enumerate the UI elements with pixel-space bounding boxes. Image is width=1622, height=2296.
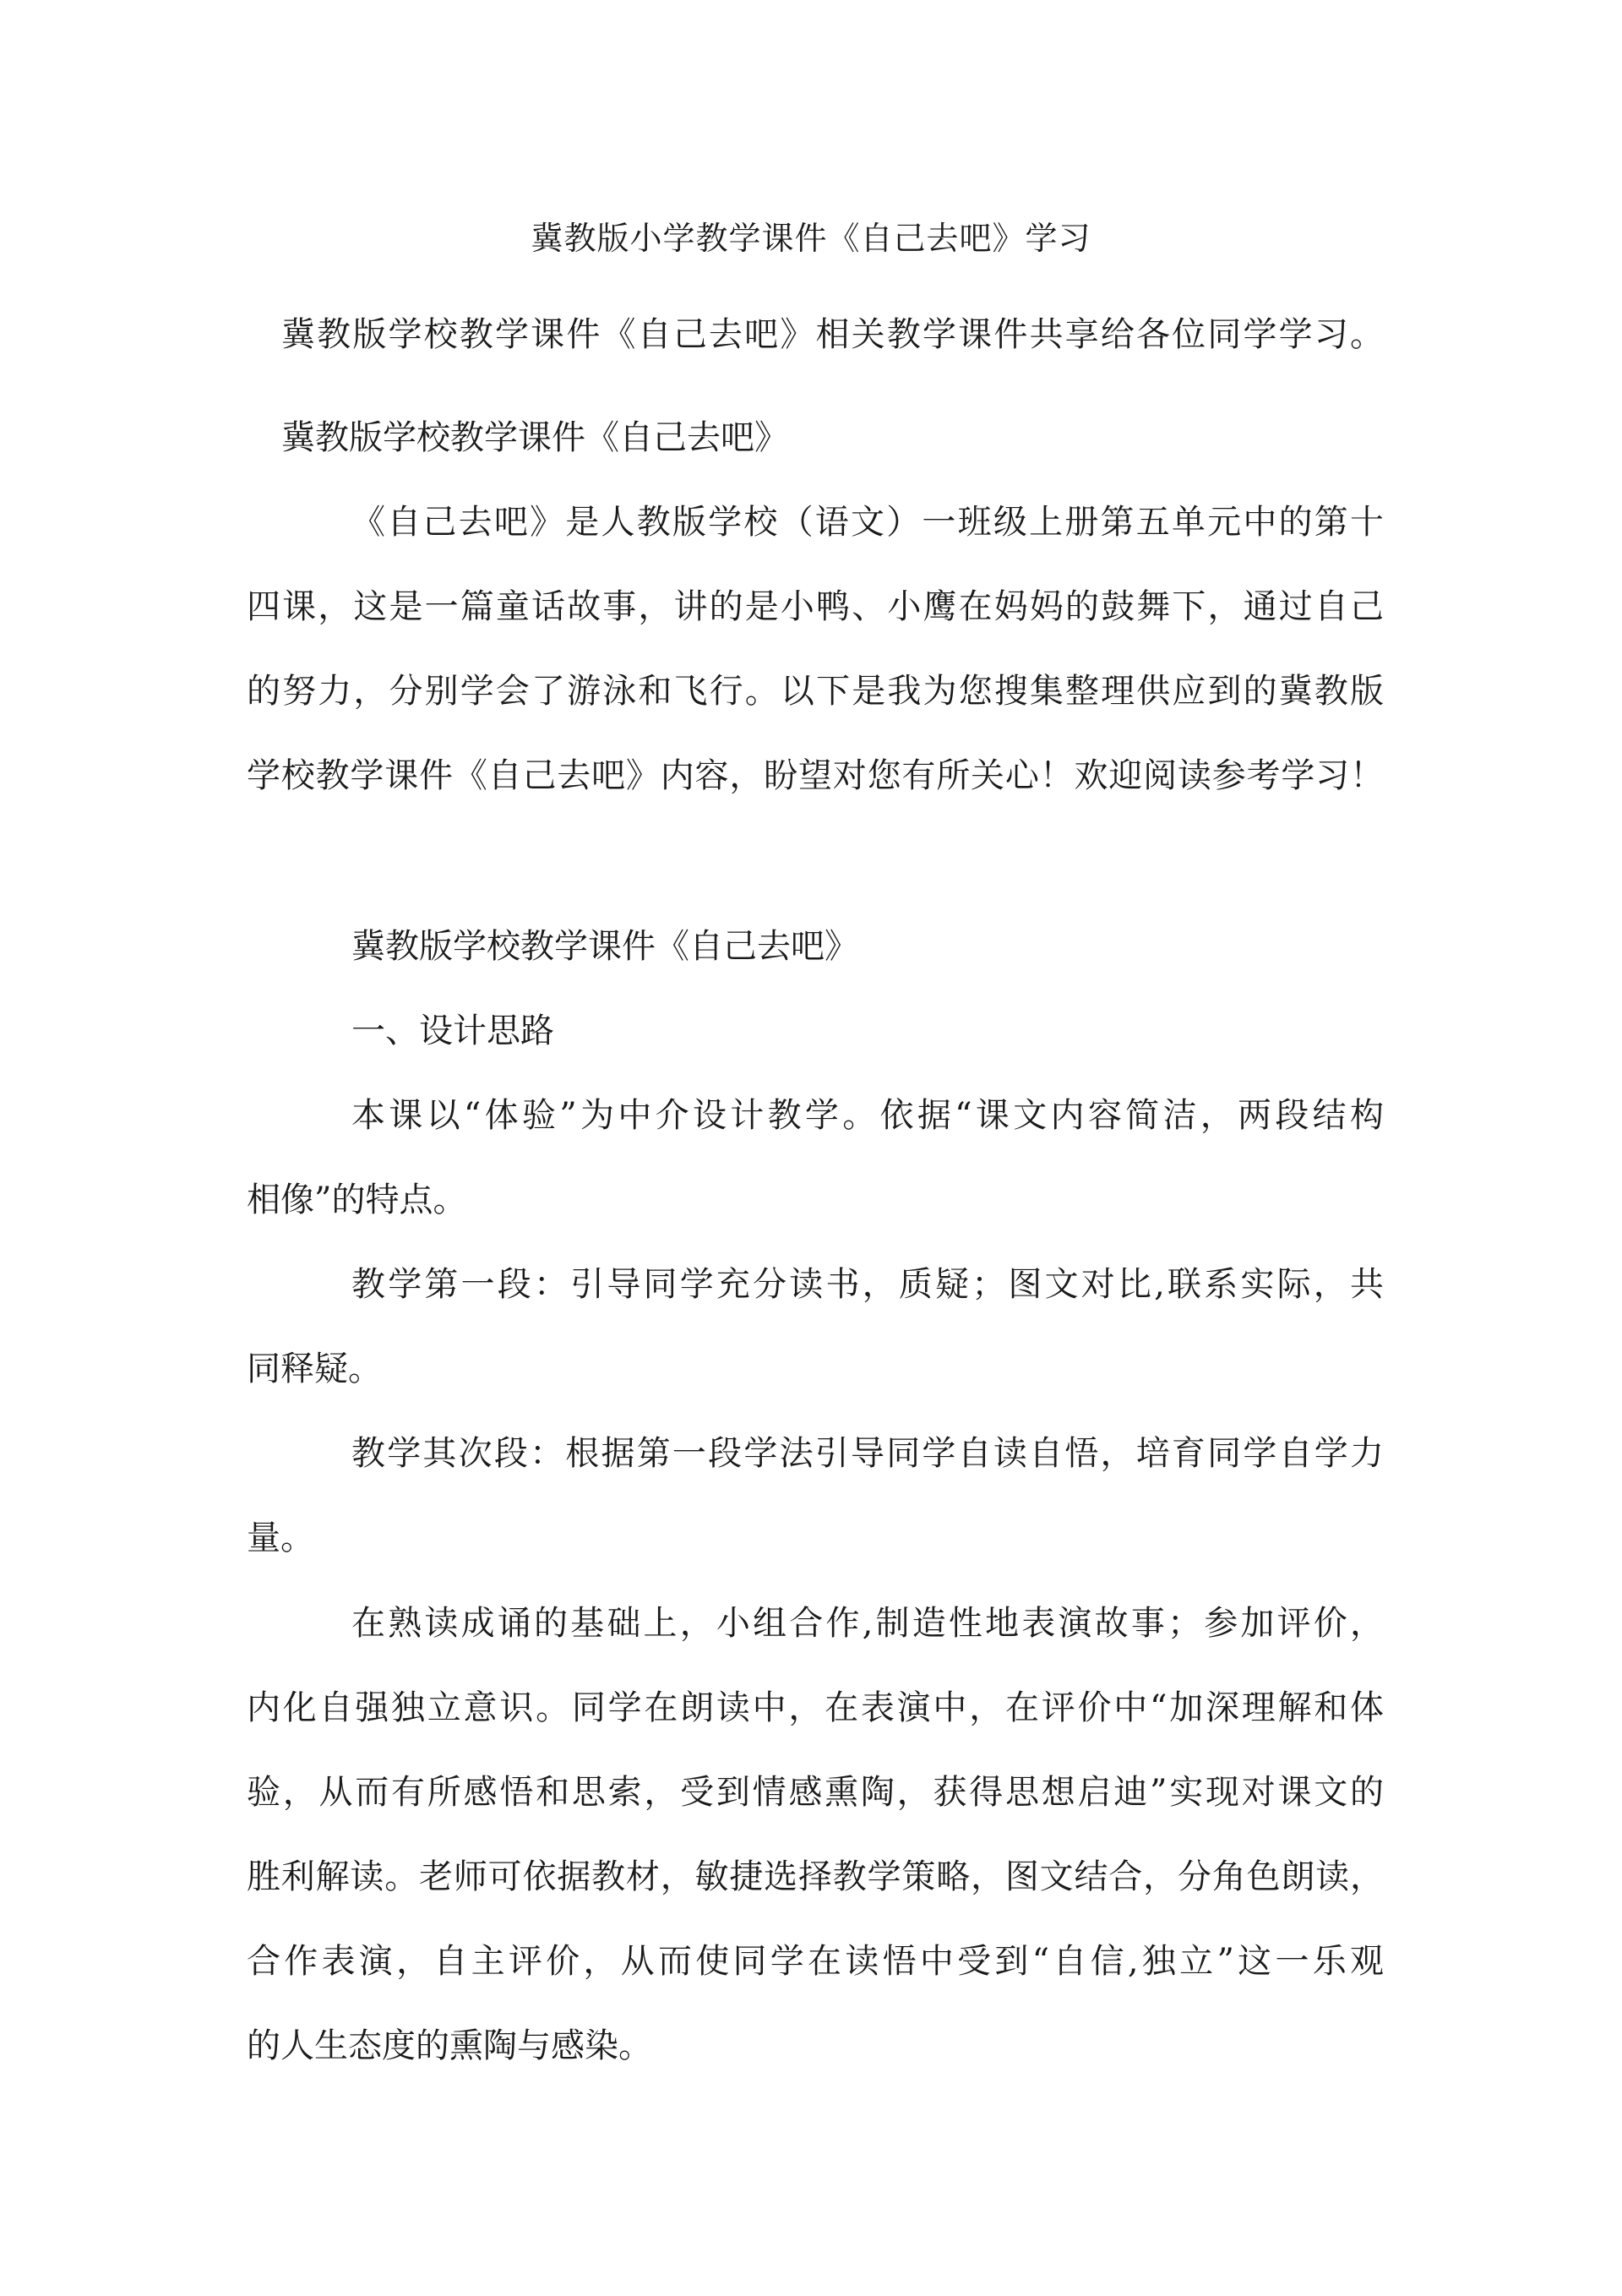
paragraph-line: 内化自强独立意识。同学在朗读中，在表演中，在评价中“加深理解和体 <box>247 1688 1384 1727</box>
paragraph-line: 合作表演，自主评价，从而使同学在读悟中受到“自信,独立”这一乐观 <box>247 1942 1384 1981</box>
section-title: 冀教版学校教学课件《自己去吧》 <box>351 927 858 966</box>
subtitle: 冀教版学校教学课件《自己去吧》 <box>281 418 788 457</box>
paragraph-line: 学校教学课件《自己去吧》内容，盼望对您有所关心！欢迎阅读参考学习！ <box>247 756 1384 795</box>
paragraph-line: 教学第一段：引导同学充分读书，质疑；图文对比,联系实际，共 <box>351 1265 1384 1304</box>
paragraph-line: 教学其次段：根据第一段学法引导同学自读自悟，培育同学自学力 <box>351 1434 1384 1473</box>
paragraph-line: 四课，这是一篇童话故事，讲的是小鸭、小鹰在妈妈的鼓舞下，通过自己 <box>247 587 1384 626</box>
paragraph-line: 同释疑。 <box>247 1350 382 1388</box>
document-title: 冀教版小学教学课件《自己去吧》学习 <box>531 220 1091 257</box>
heading-design-idea: 一、设计思路 <box>351 1012 554 1050</box>
paragraph-line: 《自己去吧》是人教版学校（语文）一班级上册第五单元中的第十 <box>351 503 1384 542</box>
paragraph-line: 胜利解读。老师可依据教材，敏捷选择教学策略，图文结合，分角色朗读， <box>247 1857 1384 1896</box>
paragraph-line: 验，从而有所感悟和思索，受到情感熏陶，获得思想启迪”实现对课文的 <box>247 1773 1384 1812</box>
paragraph-line: 的人生态度的熏陶与感染。 <box>247 2026 652 2065</box>
paragraph-line: 的努力，分别学会了游泳和飞行。以下是我为您搜集整理供应到的冀教版 <box>247 672 1384 711</box>
paragraph-line: 量。 <box>247 1519 314 1557</box>
paragraph-line: 本课以“体验”为中介设计教学。依据“课文内容简洁，两段结构 <box>351 1096 1384 1135</box>
paragraph-line: 相像”的特点。 <box>247 1181 467 1219</box>
paragraph-line: 在熟读成诵的基础上，小组合作,制造性地表演故事；参加评价， <box>351 1604 1384 1643</box>
intro-line: 冀教版学校教学课件《自己去吧》相关教学课件共享给各位同学学习。 <box>281 315 1384 354</box>
